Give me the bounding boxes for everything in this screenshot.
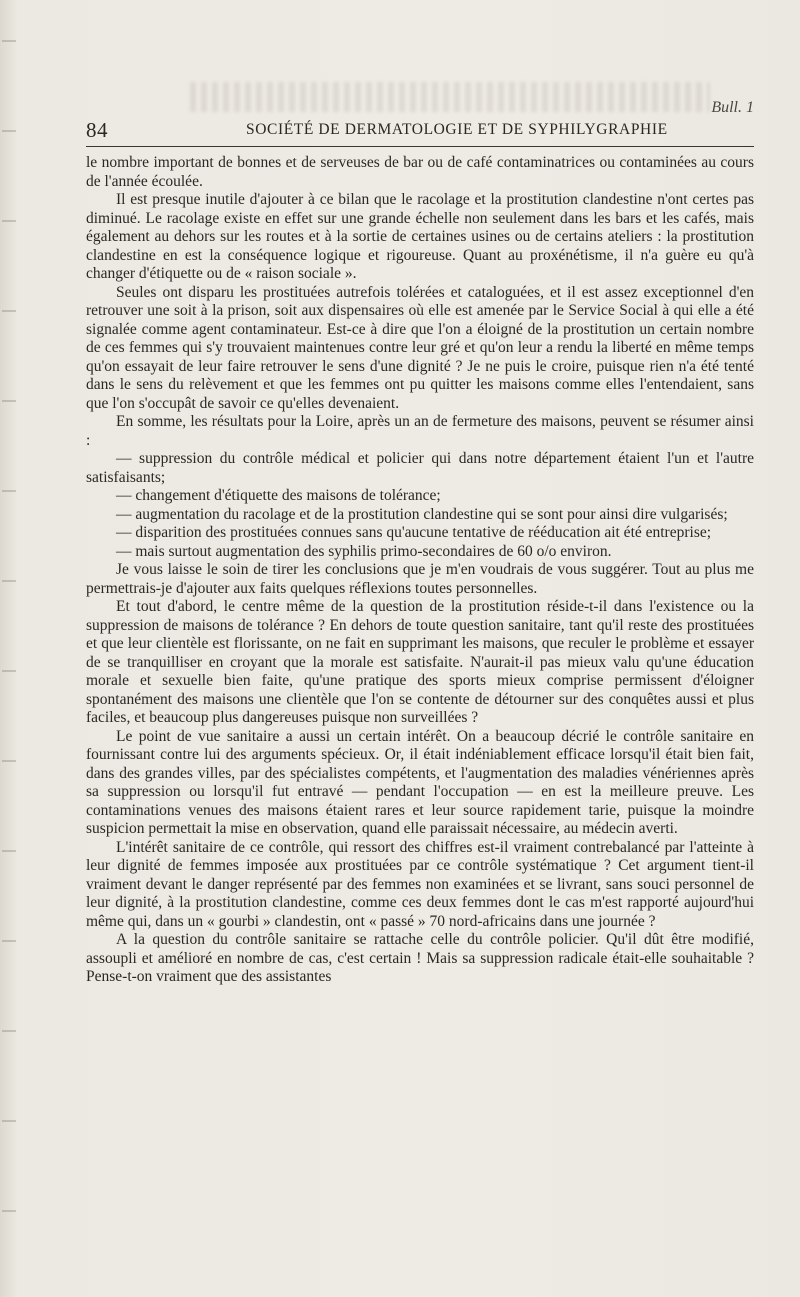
paragraph: En somme, les résultats pour la Loire, après un an de fermeture des maisons, peuvent se résumer ainsi :: [86, 413, 754, 449]
paragraph: — augmentation du racolage et de la prostitution clandestine qui se sont pour ainsi dire vulgarisés;: [116, 505, 728, 523]
binding-shadow: [2, 0, 16, 1297]
paragraph: — suppression du contrôle médical et policier qui dans notre département étaient l'un et l'autre satisfaisants;: [86, 450, 754, 486]
paragraph: Seules ont disparu les prostituées autrefois tolérées et cataloguées, et il est assez exceptionnel d'en retrouver une soit à la prison, soit aux dispensaires où elle est amenée par le Service Social à qui elle a été signalée comme agent contaminateur. Est-ce à dire que l'on a éloigné de la prostitution un certain nombre de ces femmes qui s'y trouvaient maintenues contre leur gré et qu'on leur a rendu la liberté en même temps qu'on essayait de leur faire retrouver le sens d'une dignité ? Je ne puis le croire, puisque rien n'a été tenté dans le sens du relèvement et que les femmes ont pu quitter les maisons comme elles l'entendaient, sans que l'on s'occupât de savoir ce qu'elles devenaient.: [86, 283, 754, 412]
paragraph: L'intérêt sanitaire de ce contrôle, qui ressort des chiffres est-il vraiment contrebalancé par l'atteinte à leur dignité de femmes imposée aux prostituées par ce contrôle systématique ? Cet argument tient-il vraiment devant le danger représenté par des femmes non examinées et se livrant, sans souci personnel de leur dignité, à la prostitution clandestine, comme ces deux femmes dont le cas m'est rapporté aujourd'hui même qui, dans un « gourbi » clandestin, ont « passé » 70 nord-africains dans une journée ?: [86, 838, 754, 930]
body-text: [86, 154, 754, 987]
bleed-through-text: [190, 82, 710, 112]
paragraph: le nombre important de bonnes et de serveuses de bar ou de café contaminatrices ou contaminées au cours de l'année écoulée.: [86, 154, 754, 190]
page-number: 84: [86, 118, 108, 142]
paragraph: Il est presque inutile d'ajouter à ce bilan que le racolage et la prostitution clandestine n'ont certes pas diminué. Le racolage existe en effet sur une grande échelle non seulement dans les bars et les cafés, mais également au dehors sur les routes et à la sortie de certaines usines ou de certains ateliers : la prostitution clandestine en est la conséquence logique et rigoureuse. Quant au proxénétisme, il n'a guère eu qu'à changer d'étiquette ou de « raison sociale ».: [86, 191, 754, 282]
paragraph: Et tout d'abord, le centre même de la question de la prostitution réside-t-il dans l'existence ou la suppression de maisons de tolérance ? En dehors de toute question sanitaire, tant qu'il reste des prostituées et que leur clientèle est florissante, on ne fait en supprimant les maisons, que reculer le problème et essayer de se tranquilliser en croyant que la morale est satisfaite. N'aurait-il pas mieux valu qu'une éducation morale et sexuelle bien faite, qu'une pratique des sports mieux comprise permissent d'éloigner spontanément des maisons une clientèle que l'on se contente de détourner sur des conquêtes aussi et plus faciles, et beaucoup plus dangereuses puisque non surveillées ?: [86, 598, 754, 726]
handwritten-margin-note: Bull. 1: [711, 99, 754, 116]
header-rule: [86, 146, 754, 147]
paragraph: A la question du contrôle sanitaire se rattache celle du contrôle policier. Qu'il dût être modifié, assoupli et amélioré en nombre de cas, c'est certain ! Mais sa suppression radicale était-elle souhaitable ? Pense-t-on vraiment que des assistantes: [86, 931, 754, 985]
journal-title: SOCIÉTÉ DE DERMATOLOGIE ET DE SYPHILYGRAPHIE: [246, 121, 668, 138]
paragraph: Le point de vue sanitaire a aussi un certain intérêt. On a beaucoup décrié le contrôle sanitaire en fournissant contre lui des arguments spécieux. Or, il était indéniablement efficace lorsqu'il était bien fait, dans des grandes villes, par des spécialistes compétents, et l'augmentation des maladies vénériennes après sa suppression ou lorsqu'il fut entravé — pendant l'occupation — en est la meilleure preuve. Les contaminations venues des maisons étaient rares et leur source rapidement tarie, puisque la moindre suspicion permettait la mise en observation, quand elle paraissait nécessaire, au médecin averti.: [86, 727, 754, 837]
paragraph: — disparition des prostituées connues sans qu'aucune tentative de rééducation ait été entreprise;: [116, 524, 712, 541]
paragraph: Je vous laisse le soin de tirer les conclusions que je m'en voudrais de vous suggérer. Tout au plus me permettrais-je d'ajouter aux faits quelques réflexions toutes personnelles.: [86, 561, 754, 597]
paragraph: — changement d'étiquette des maisons de tolérance;: [116, 487, 441, 504]
paragraph: — mais surtout augmentation des syphilis primo-secondaires de 60 o/o environ.: [116, 542, 612, 560]
running-header: [86, 99, 754, 145]
